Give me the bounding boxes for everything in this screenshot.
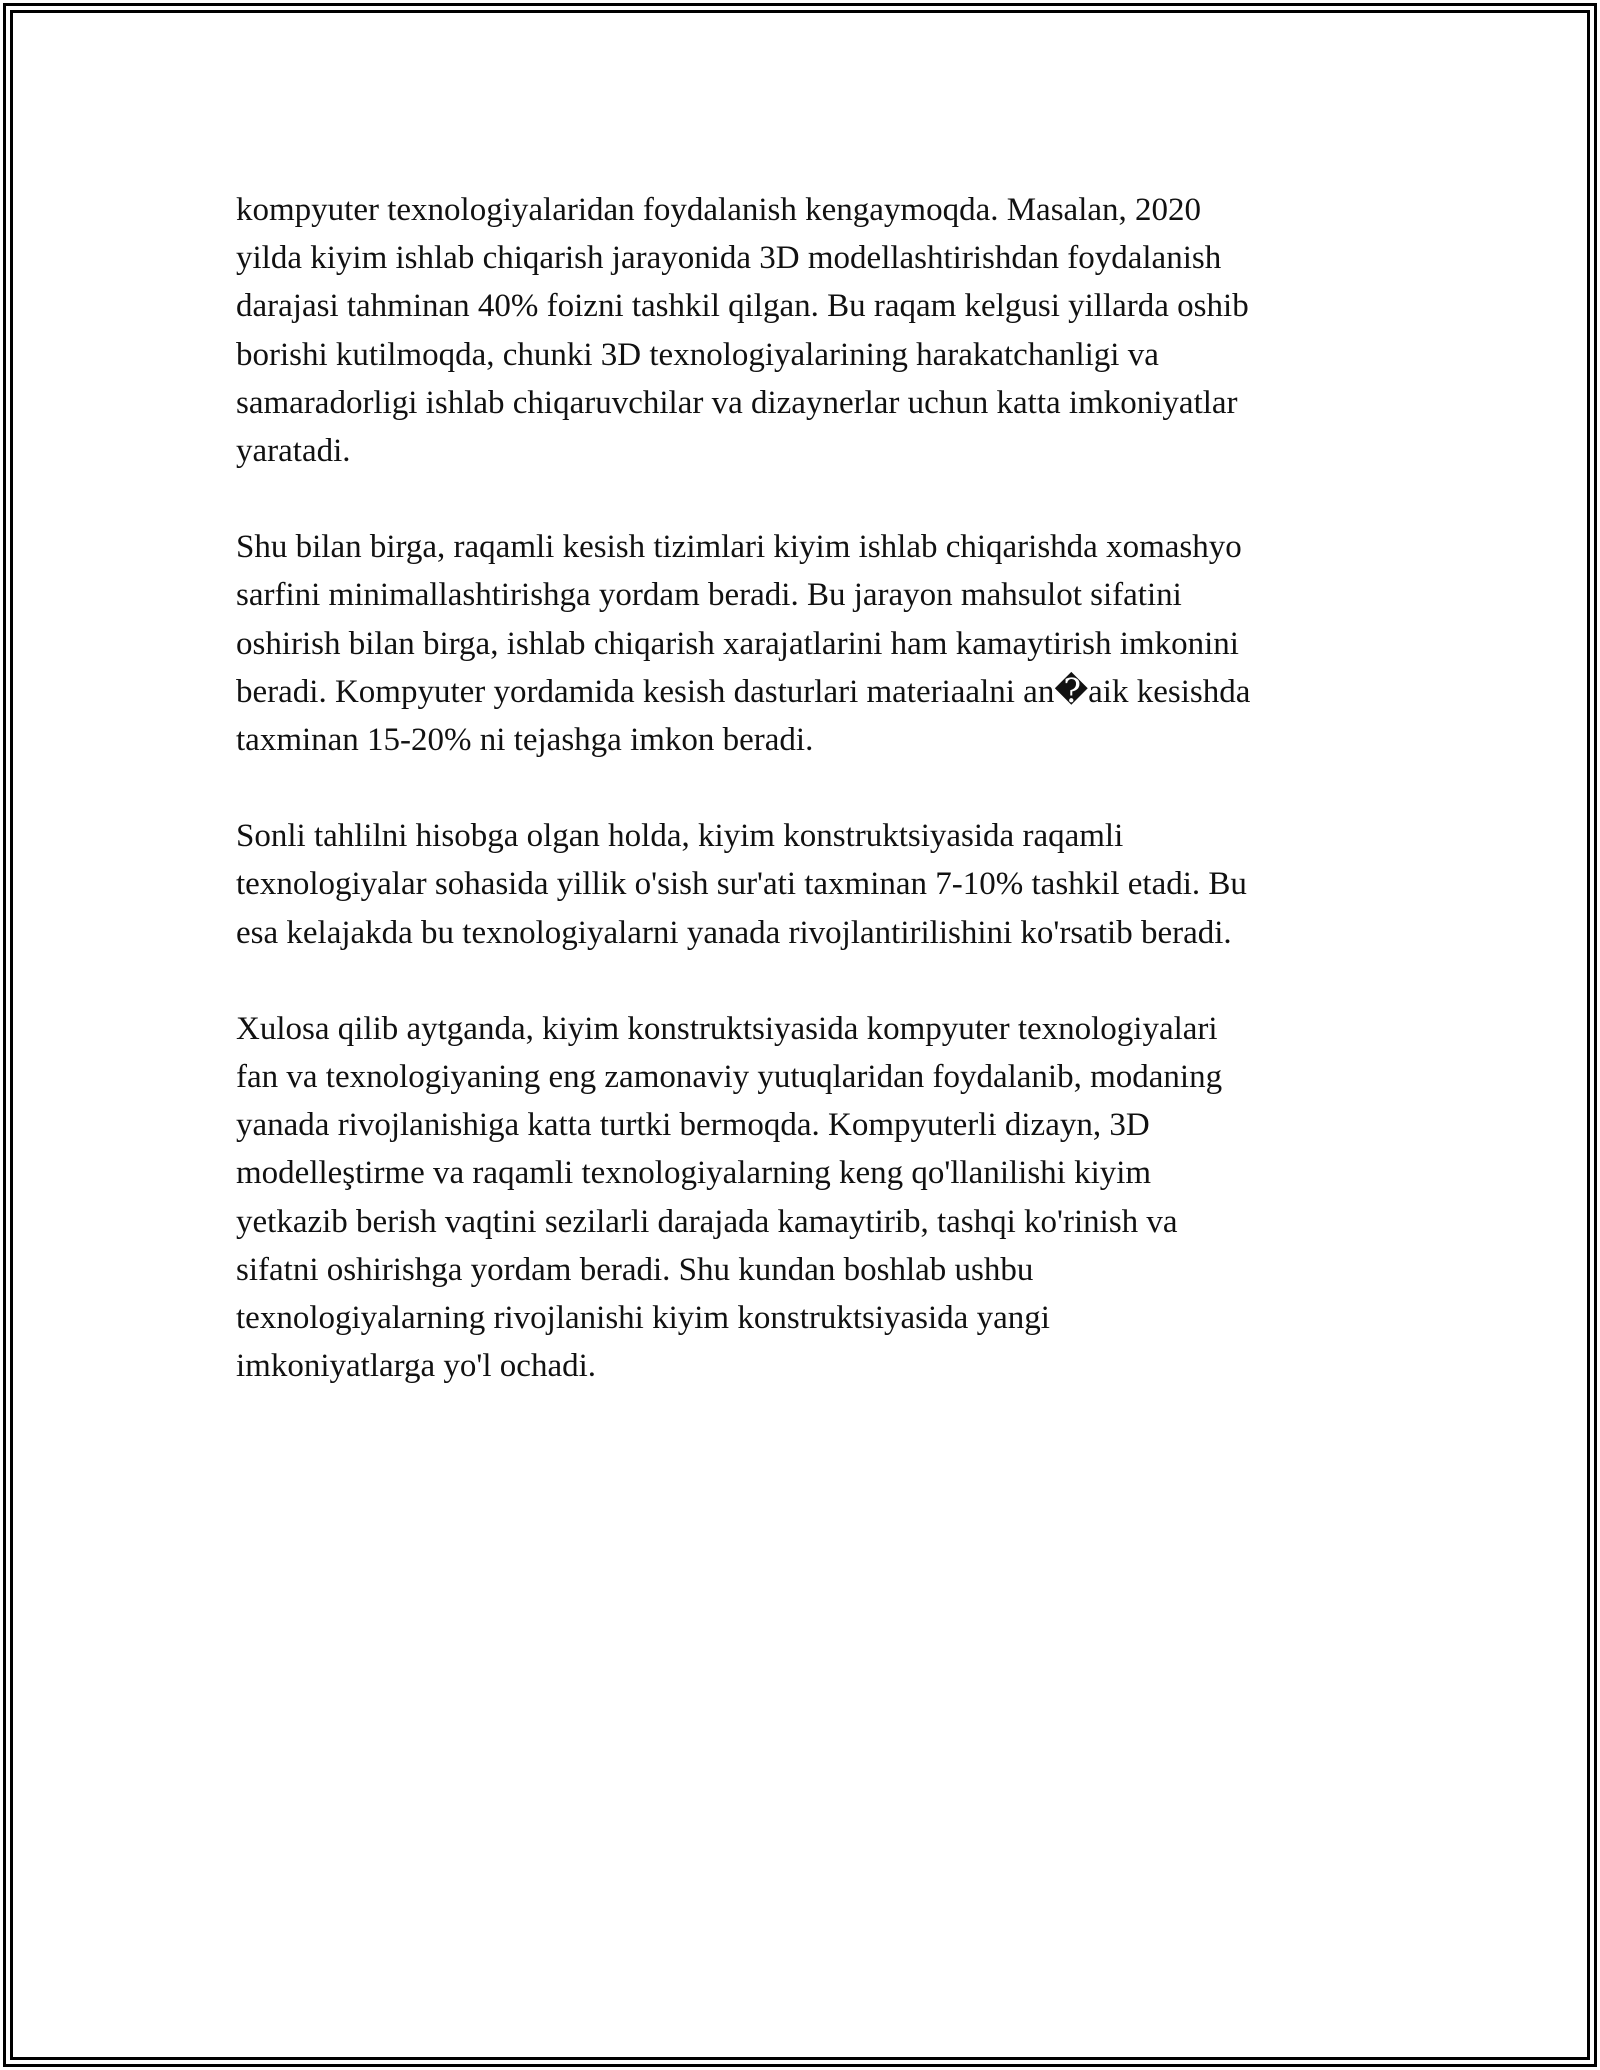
text-line: texnologiyalarning rivojlanishi kiyim konstruktsiyasida yangi [236,1300,1050,1337]
text-line: yanada rivojlanishiga katta turtki bermoqda. Kompyuterli dizayn, 3D [236,1107,1150,1144]
text-line: Sonli tahlilni hisobga olgan holda, kiyim konstruktsiyasida raqamli [236,818,1124,855]
text-line: Xulosa qilib aytganda, kiyim konstruktsiyasida kompyuter texnologiyalari [236,1010,1218,1047]
text-line: samaradorligi ishlab chiqaruvchilar va dizaynerlar uchun katta imkoniyatlar [236,384,1238,421]
paragraph-2 [236,523,1376,764]
text-line: sifatni oshirishga yordam beradi. Shu kundan boshlab ushbu [236,1251,1034,1288]
text-line: esa kelajakda bu texnologiyalarni yanada rivojlantirilishini ko'rsatib beradi. [236,914,1232,951]
text-line: kompyuter texnologiyalaridan foydalanish kengaymoqda. Masalan, 2020 [236,192,1202,228]
text-line: sarfini minimallashtirishga yordam beradi. Bu jarayon mahsulot sifatini [236,577,1182,614]
text-line: borishi kutilmoqda, chunki 3D texnologiyalarining harakatchanligi va [236,336,1159,373]
paragraph-4 [236,1005,1376,1391]
paragraph-3 [236,812,1376,957]
text-line: yaratadi. [236,433,351,470]
text-line: yilda kiyim ishlab chiqarish jarayonida 3D modellashtirishdan foydalanish [236,240,1222,277]
text-line: yetkazib berish vaqtini sezilarli darajada kamaytirib, tashqi ko'rinish va [236,1203,1178,1240]
text-line: texnologiyalar sohasida yillik o'sish sur'ati taxminan 7-10% tashkil etadi. Bu [236,866,1247,903]
text-line: darajasi tahminan 40% foizni tashkil qilgan. Bu raqam kelgusi yillarda oshib [236,288,1249,325]
text-line: fan va texnologiyaning eng zamonaviy yutuqlaridan foydalanib, modaning [236,1059,1223,1096]
text-line: oshirish bilan birga, ishlab chiqarish xarajatlarini ham kamaytirish imkonini [236,625,1239,662]
document-body [236,186,1376,1438]
text-line: taxminan 15-20% ni tejashga imkon beradi. [236,722,814,759]
text-line: beradi. Kompyuter yordamida kesish dasturlari materiaalni an�aik kesishda [236,673,1251,710]
text-line: Shu bilan birga, raqamli kesish tizimlari kiyim ishlab chiqarishda xomashyo [236,529,1242,566]
text-line: imkoniyatlarga yo'l ochadi. [236,1348,597,1385]
paragraph-1 [236,186,1376,475]
text-line: modelleştirme va raqamli texnologiyalarning keng qo'llanilishi kiyim [236,1155,1152,1192]
